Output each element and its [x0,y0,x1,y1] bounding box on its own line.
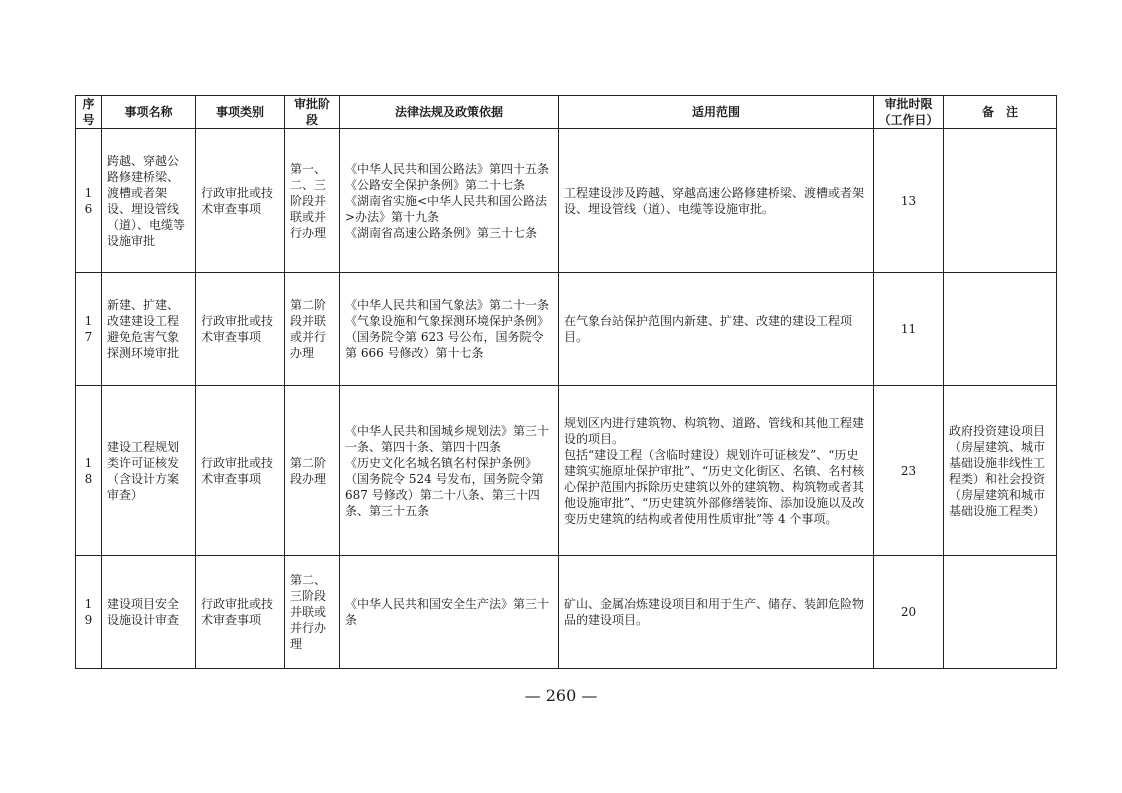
cell-type: 行政审批或技术审查事项 [196,556,285,669]
cell-scope: 在气象台站保护范围内新建、扩建、改建的建设工程项目。 [559,273,874,386]
approval-items-table [75,95,1057,669]
cell-law: 《中华人民共和国公路法》第四十五条 《公路安全保护条例》第二十七条 《湖南省实施<中华人民共和国公路法>办法》第十九条 《湖南省高速公路条例》第三十七条 [340,129,559,273]
cell-note [944,273,1057,386]
cell-seq: 18 [76,386,102,556]
header-note: 备 注 [944,96,1057,129]
cell-type: 行政审批或技术审查事项 [196,273,285,386]
cell-name: 跨越、穿越公路修建桥梁、渡槽或者架设、埋设管线（道）、电缆等设施审批 [102,129,196,273]
cell-seq: 16 [76,129,102,273]
cell-type: 行政审批或技术审查事项 [196,129,285,273]
cell-time: 20 [874,556,944,669]
cell-stage: 第二、三阶段并联或并行办理 [285,556,340,669]
cell-scope: 矿山、金属冶炼建设项目和用于生产、储存、装卸危险物品的建设项目。 [559,556,874,669]
cell-law: 《中华人民共和国城乡规划法》第三十一条、第四十条、第四十四条 《历史文化名城名镇名村保护条例》（国务院令 524 号发布，国务院令第 687 号修改）第二十八条、第三十四条、第三十五条 [340,386,559,556]
cell-law: 《中华人民共和国气象法》第二十一条 《气象设施和气象探测环境保护条例》（国务院令第 623 号公布，国务院令第 666 号修改）第十七条 [340,273,559,386]
cell-type: 行政审批或技术审查事项 [196,386,285,556]
header-type: 事项类别 [196,96,285,129]
cell-stage: 第二阶段办理 [285,386,340,556]
header-scope: 适用范围 [559,96,874,129]
cell-note [944,556,1057,669]
cell-time: 23 [874,386,944,556]
cell-stage: 第一、二、三阶段并联或并行办理 [285,129,340,273]
cell-law: 《中华人民共和国安全生产法》第三十条 [340,556,559,669]
cell-name: 建设工程规划类许可证核发（含设计方案审查） [102,386,196,556]
header-law: 法律法规及政策依据 [340,96,559,129]
cell-name: 建设项目安全设施设计审查 [102,556,196,669]
header-stage: 审批阶段 [285,96,340,129]
page-number: — 260 — [524,686,598,705]
cell-name: 新建、扩建、改建建设工程避免危害气象探测环境审批 [102,273,196,386]
cell-seq: 19 [76,556,102,669]
header-name: 事项名称 [102,96,196,129]
header-time: 审批时限（工作日） [874,96,944,129]
cell-scope: 工程建设涉及跨越、穿越高速公路修建桥梁、渡槽或者架设、埋设管线（道）、电缆等设施审批。 [559,129,874,273]
cell-note: 政府投资建设项目（房屋建筑、城市基础设施非线性工程类）和社会投资（房屋建筑和城市基础设施工程类） [944,386,1057,556]
cell-scope: 规划区内进行建筑物、构筑物、道路、管线和其他工程建设的项目。 包括“建设工程（含临时建设）规划许可证核发”、“历史建筑实施原址保护审批”、“历史文化街区、名镇、名村核心保护范围内拆除历史建筑以外的建筑物、构筑物或者其他设施审批”、“历史建筑外部修缮装饰、添加设施以及改变历史建筑的结构或者使用性质审批”等 4 个事项。 [559,386,874,556]
header-seq: 序号 [76,96,102,129]
cell-note [944,129,1057,273]
cell-time: 13 [874,129,944,273]
table-row [76,386,1057,556]
table-row [76,556,1057,669]
cell-seq: 17 [76,273,102,386]
table-row [76,273,1057,386]
cell-time: 11 [874,273,944,386]
table-row [76,129,1057,273]
cell-stage: 第二阶段并联或并行办理 [285,273,340,386]
table-header-row [76,96,1057,129]
